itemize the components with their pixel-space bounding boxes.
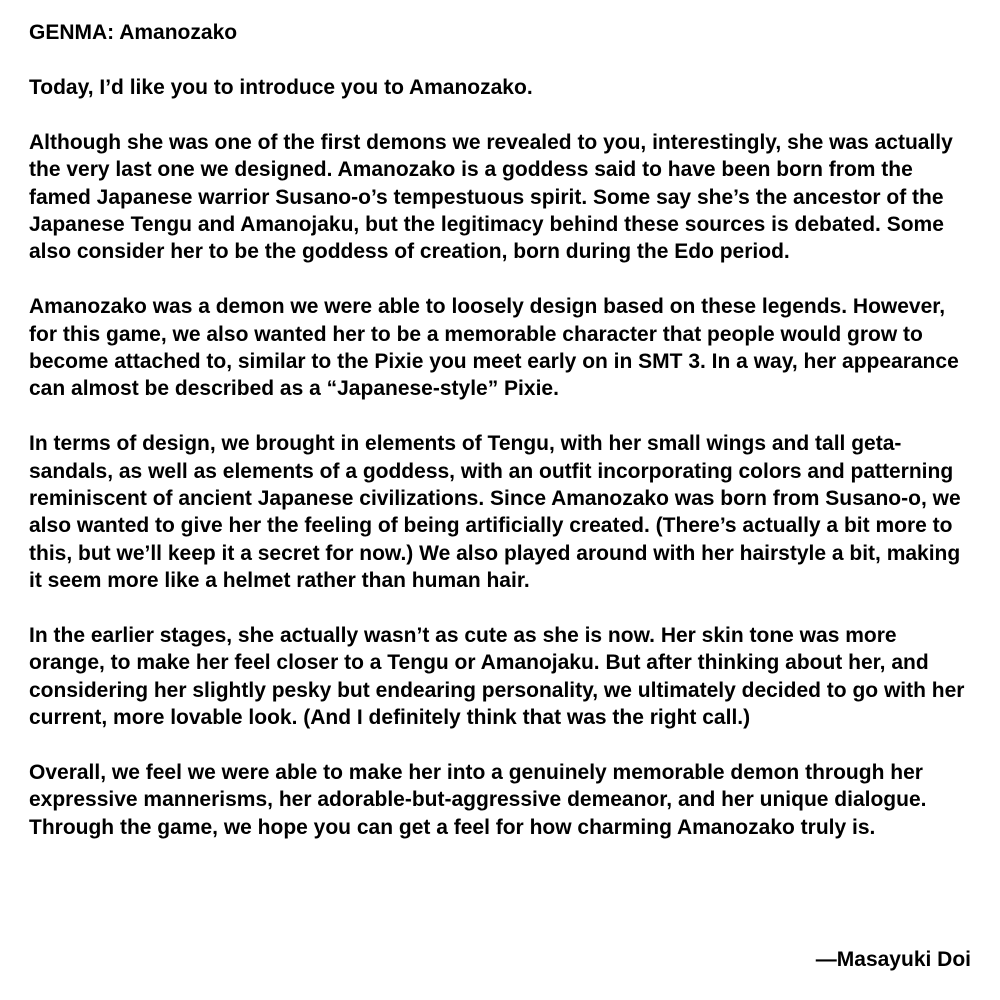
author-signature: —Masayuki Doi (815, 948, 971, 971)
document-title: GENMA: Amanozako (29, 21, 238, 44)
paragraph-conclusion: Overall, we feel we were able to make her into a genuinely memorable demon through her expressive mannerisms, her adorable-but-aggressive demeanor, and her unique dialogue. Through the game, we hope you can get a feel for how charming Amanozako truly is. (29, 761, 927, 839)
document-body (29, 19, 974, 841)
paragraph-origin: Although she was one of the first demons we revealed to you, interestingly, she was actually the very last one we designed. Amanozako is a goddess said to have been born from the famed Japanese warrior Susano-o’s tempestuous spirit. Some say she’s the ancestor of the Japanese Tengu and Amanojaku, but the legitimacy behind these sources is debated. Some also consider her to be the goddess of creation, born during the Edo period. (29, 130, 953, 264)
paragraph-concept: Amanozako was a demon we were able to loosely design based on these legends. However, for this game, we also wanted her to be a memorable character that people would grow to become attached to, similar to the Pixie you meet early on in SMT 3. In a way, her appearance can almost be described as a “Japanese-style” Pixie. (29, 295, 959, 401)
paragraph-early-stages: In the earlier stages, she actually wasn’t as cute as she is now. Her skin tone was more orange, to make her feel closer to a Tengu or Amanojaku. But after thinking about her, and considering her slightly pesky but endearing personality, we ultimately decided to go with her current, more lovable look. (And I definitely think that was the right call.) (29, 624, 965, 730)
paragraph-intro: Today, I’d like you to introduce you to Amanozako. (29, 76, 533, 99)
paragraph-design: In terms of design, we brought in elements of Tengu, with her small wings and tall geta-sandals, as well as elements of a goddess, with an outfit incorporating colors and patterning reminiscent of ancient Japanese civilizations. Since Amanozako was born from Susano-o, we also wanted to give her the feeling of being artificially created. (There’s actually a bit more to this, but we’ll keep it a secret for now.) We also played around with her hairstyle a bit, making it seem more like a helmet rather than human hair. (29, 432, 961, 593)
